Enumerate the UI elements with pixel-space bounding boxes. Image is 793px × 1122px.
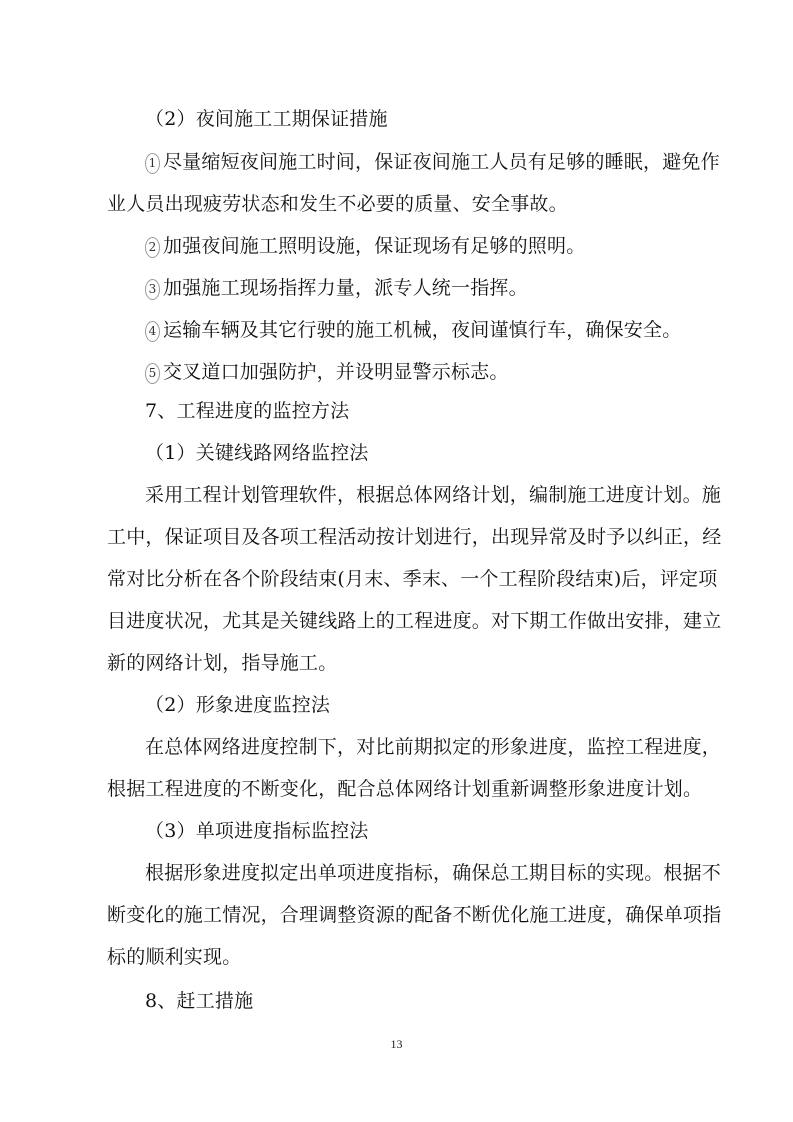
sub3-paragraph-line: 根据形象进度拟定出单项进度指标，确保总工期目标的实现。根据不 [145,862,722,884]
circled-number-5: 5 [145,363,160,384]
sub1-paragraph-line: 采用工程计划管理软件，根据总体网络计划，编制施工进度计划。施 [145,484,722,506]
night-work-heading: （2）夜间施工工期保证措施 [145,108,388,130]
circled-number-4: 4 [145,321,160,342]
sub1-paragraph-line: 新的网络计划，指导施工。 [107,652,338,674]
sub1-paragraph-line: 常对比分析在各个阶段结束(月末、季末、一个工程阶段结束)后，评定项 [107,568,718,590]
night-item-3: 3 加强施工现场指挥力量，派专人统一指挥。 [145,276,528,300]
subsection-1-heading: （1）关键线路网络监控法 [145,442,369,464]
night-item-4: 4 运输车辆及其它行驶的施工机械，夜间谨慎行车，确保安全。 [145,318,681,342]
circled-number-2: 2 [145,237,160,258]
subsection-3-heading: （3）单项进度指标监控法 [145,820,369,842]
night-item-1-continued: 业人员出现疲劳状态和发生不必要的质量、安全事故。 [107,193,568,215]
sub1-paragraph-line: 工中，保证项目及各项工程活动按计划进行，出现异常及时予以纠正，经 [107,526,722,548]
subsection-2-heading: （2）形象进度监控法 [145,694,331,716]
night-item-1: 1 尽量缩短夜间施工时间，保证夜间施工人员有足够的睡眠，避免作 [145,150,720,174]
sub3-paragraph-line: 断变化的施工情况，合理调整资源的配备不断优化施工进度，确保单项指 [107,904,722,926]
circled-number-1: 1 [145,153,160,174]
night-item-2: 2 加强夜间施工照明设施，保证现场有足够的照明。 [145,234,585,258]
sub3-paragraph-line: 标的顺利实现。 [107,946,242,968]
section-8-heading: 8、赶工措施 [145,990,254,1012]
sub1-paragraph-line: 目进度状况，尤其是关键线路上的工程进度。对下期工作做出安排，建立 [107,610,722,632]
section-7-heading: 7、工程进度的监控方法 [145,400,350,422]
circled-number-3: 3 [145,279,160,300]
page-number: 13 [390,1037,403,1051]
night-item-5: 5 交叉道口加强防护，并设明显警示标志。 [145,360,509,384]
sub2-paragraph-line: 根据工程进度的不断变化，配合总体网络计划重新调整形象进度计划。 [107,778,703,800]
sub2-paragraph-line: 在总体网络进度控制下，对比前期拟定的形象进度，监控工程进度， [145,736,722,758]
